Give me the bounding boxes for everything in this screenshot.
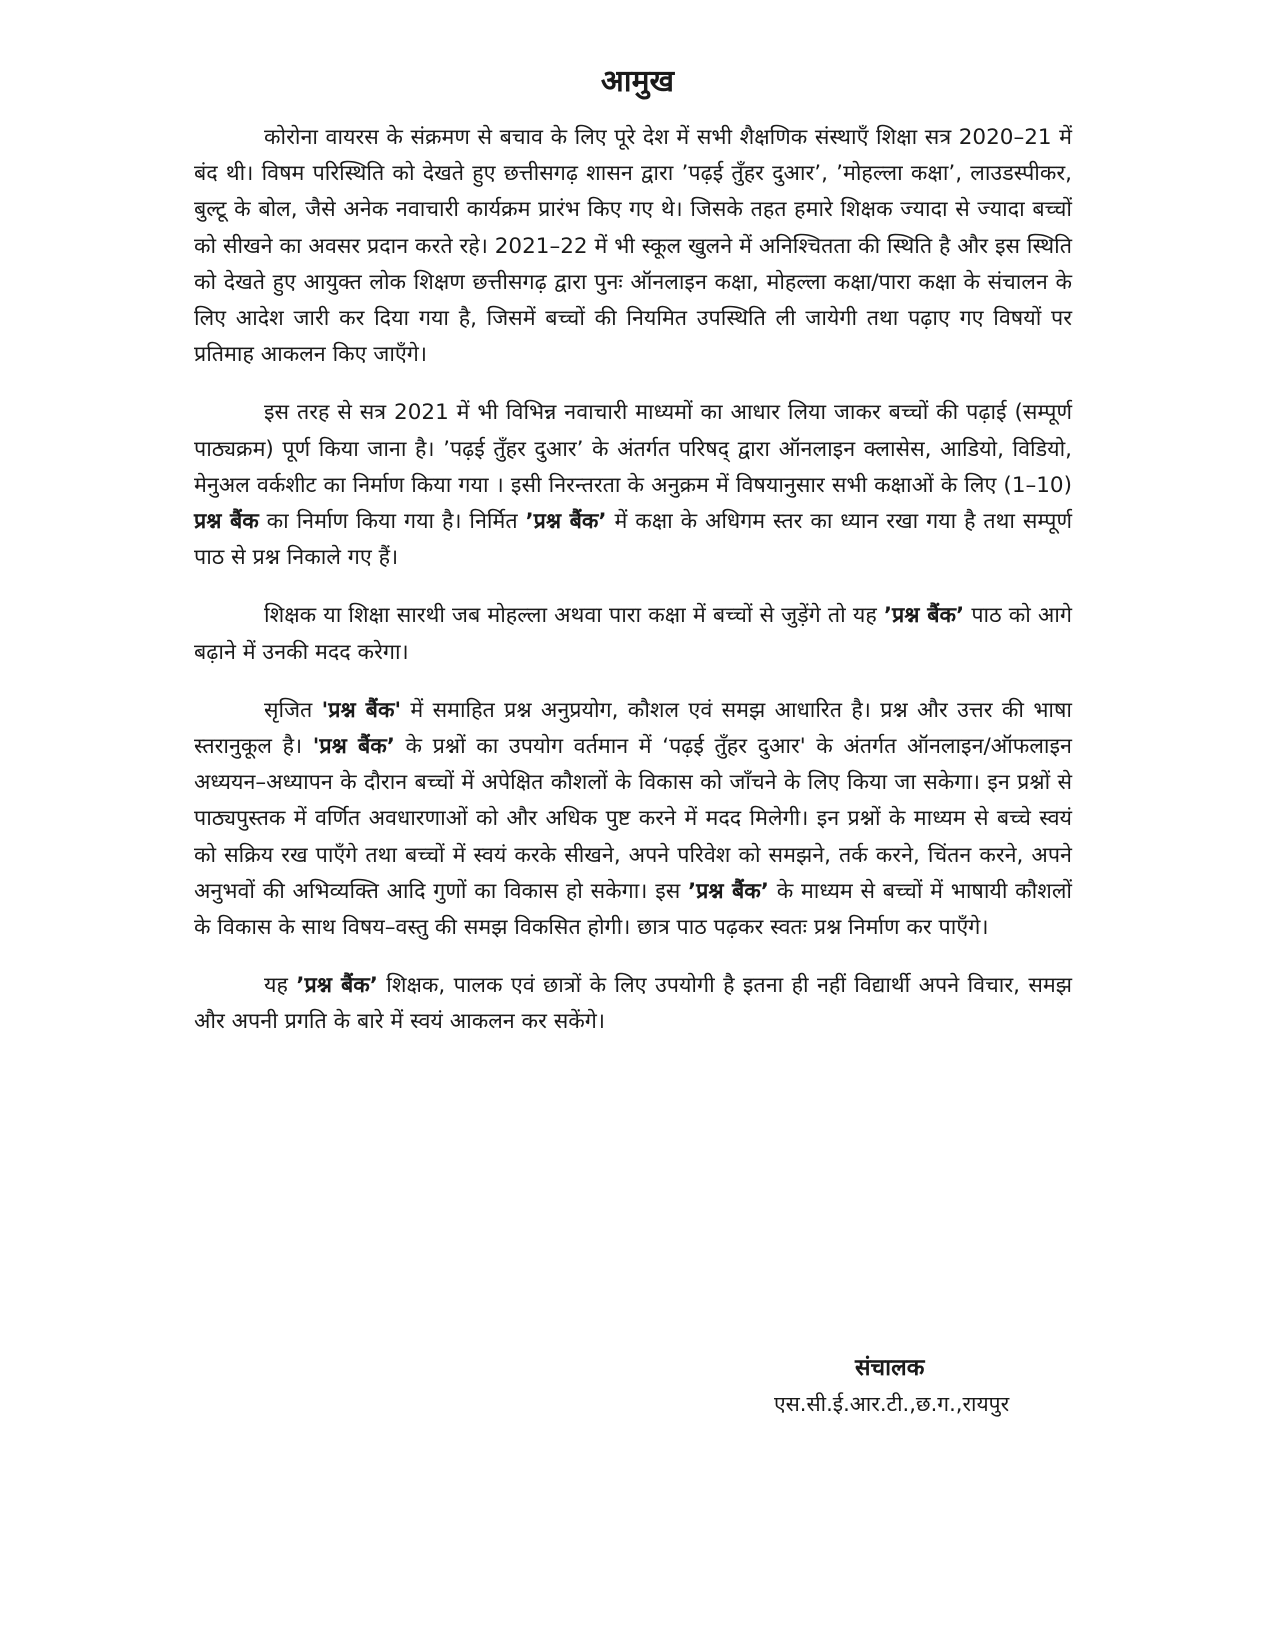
emphasis-prashn-bank: 'प्रश्न बैंक' [321,697,402,723]
paragraph-text: शिक्षक, पालक एवं छात्रों के लिए उपयोगी है इतना ही नहीं विद्यार्थी अपने विचार, समझ और अपनी प्रगति के बारे में स्वयं आकलन कर सकेंगे। [194,973,1072,1035]
paragraph-5 [194,968,1072,1040]
emphasis-prashn-bank: ’प्रश्न बैंक’ [525,509,607,535]
paragraph-text: के प्रश्नों का उपयोग वर्तमान में ‘पढ़ई तुँहर दुआर' के अंतर्गत ऑनलाइन/ऑफलाइन अध्ययन–अध्यापन के दौरान बच्चों में अपेक्षित कौशलों के विकास को जाँचने के लिए किया जा सकेगा। इन प्रश्नों से पाठ्यपुस्तक में वर्णित अवधारणाओं को और अधिक पुष्ट करने में मदद मिलेगी। इन प्रश्नों के माध्यम से बच्चे स्वयं को सक्रिय रख पाएँगे तथा बच्चों में स्वयं करके सीखने, अपने परिवेश को समझने, तर्क करने, चिंतन करने, अपने अनुभवों की अभिव्यक्ति आदि गुणों का विकास हो सकेगा। इस [194,734,1072,904]
paragraph-text: इस तरह से सत्र 2021 में भी विभिन्न नवाचारी माध्यमों का आधार लिया जाकर बच्चों की पढ़ाई (सम्पूर्ण पाठ्यक्रम) पूर्ण किया जाना है। ’पढ़ई तुँहर दुआर’ के अंतर्गत परिषद् द्वारा ऑनलाइन क्लासेस, आडियो, विडियो, मेनुअल वर्कशीट का निर्माण किया गया । इसी निरन्तरता के अनुक्रम में विषयानुसार सभी कक्षाओं के लिए (1–10) [194,400,1072,498]
paragraph-2 [194,395,1072,576]
paragraph-text: पाठ को आगे बढ़ाने में उनकी मदद करेगा। [194,603,1072,665]
paragraph-text: कोरोना वायरस के संक्रमण से बचाव के लिए पूरे देश में सभी शैक्षणिक संस्थाएँ शिक्षा सत्र 2020–21 में बंद थी। विषम परिस्थिति को देखते हुए छत्तीसगढ़ शासन द्वारा ’पढ़ई तुँहर दुआर’, ’मोहल्ला कक्षा’, लाउडस्पीकर, बुल्टू के बोल, जैसे अनेक नवाचारी कार्यक्रम प्रारंभ किए गए थे। जिसके तहत हमारे शिक्षक ज्यादा से ज्यादा बच्चों को सीखने का अवसर प्रदान करते रहे। 2021–22 में भी स्कूल खुलने में अनिश्चितता की स्थिति है और इस स्थिति को देखते हुए आयुक्त लोक शिक्षण छत्तीसगढ़ द्वारा पुनः ऑनलाइन कक्षा, मोहल्ला कक्षा/पारा कक्षा के संचालन के लिए आदेश जारी कर दिया गया है, जिसमें बच्चों की नियमित उपस्थिति ली जायेगी तथा पढ़ाए गए विषयों पर प्रतिमाह आकलन किए जाएँगे। [194,125,1072,368]
paragraph-text: के माध्यम से बच्चों में भाषायी कौशलों के विकास के साथ विषय–वस्तु की समझ विकसित होगी। छात्र पाठ पढ़कर स्वतः प्रश्न निर्माण कर पाएँगे। [194,878,1072,941]
signatory-organization: एस.सी.ई.आर.टी.,छ.ग.,रायपुर [774,1392,1010,1416]
paragraph-text: का निर्माण किया गया है। निर्मित [258,509,526,535]
emphasis-prashn-bank: प्रश्न बैंक [194,509,259,535]
paragraph-text: सृजित [264,697,322,723]
page-title: आमुख [600,64,675,99]
paragraph-text: में कक्षा के अधिगम स्तर का ध्यान रखा गया है तथा सम्पूर्ण पाठ से प्रश्न निकाले गए हैं। [194,509,1072,571]
paragraph-1 [194,120,1072,373]
emphasis-prashn-bank: ’प्रश्न बैंक’ [883,603,965,629]
signatory-title: संचालक [855,1355,925,1381]
paragraph-4 [194,693,1072,946]
emphasis-prashn-bank: 'प्रश्न बैंक’ [312,734,395,760]
emphasis-prashn-bank: ’प्रश्न बैंक’ [688,878,769,904]
paragraph-text: यह [264,973,297,999]
paragraph-text: शिक्षक या शिक्षा सारथी जब मोहल्ला अथवा पारा कक्षा में बच्चों से जुड़ेंगे तो यह [264,603,884,629]
paragraph-3 [194,598,1072,670]
emphasis-prashn-bank: ’प्रश्न बैंक’ [296,973,378,999]
paragraph-text: में समाहित प्रश्न अनुप्रयोग, कौशल एवं समझ आधारित है। प्रश्न और उत्तर की भाषा स्तरानुकूल है। [194,697,1072,760]
signature-block [760,1350,1080,1422]
document-body [194,120,1072,1063]
